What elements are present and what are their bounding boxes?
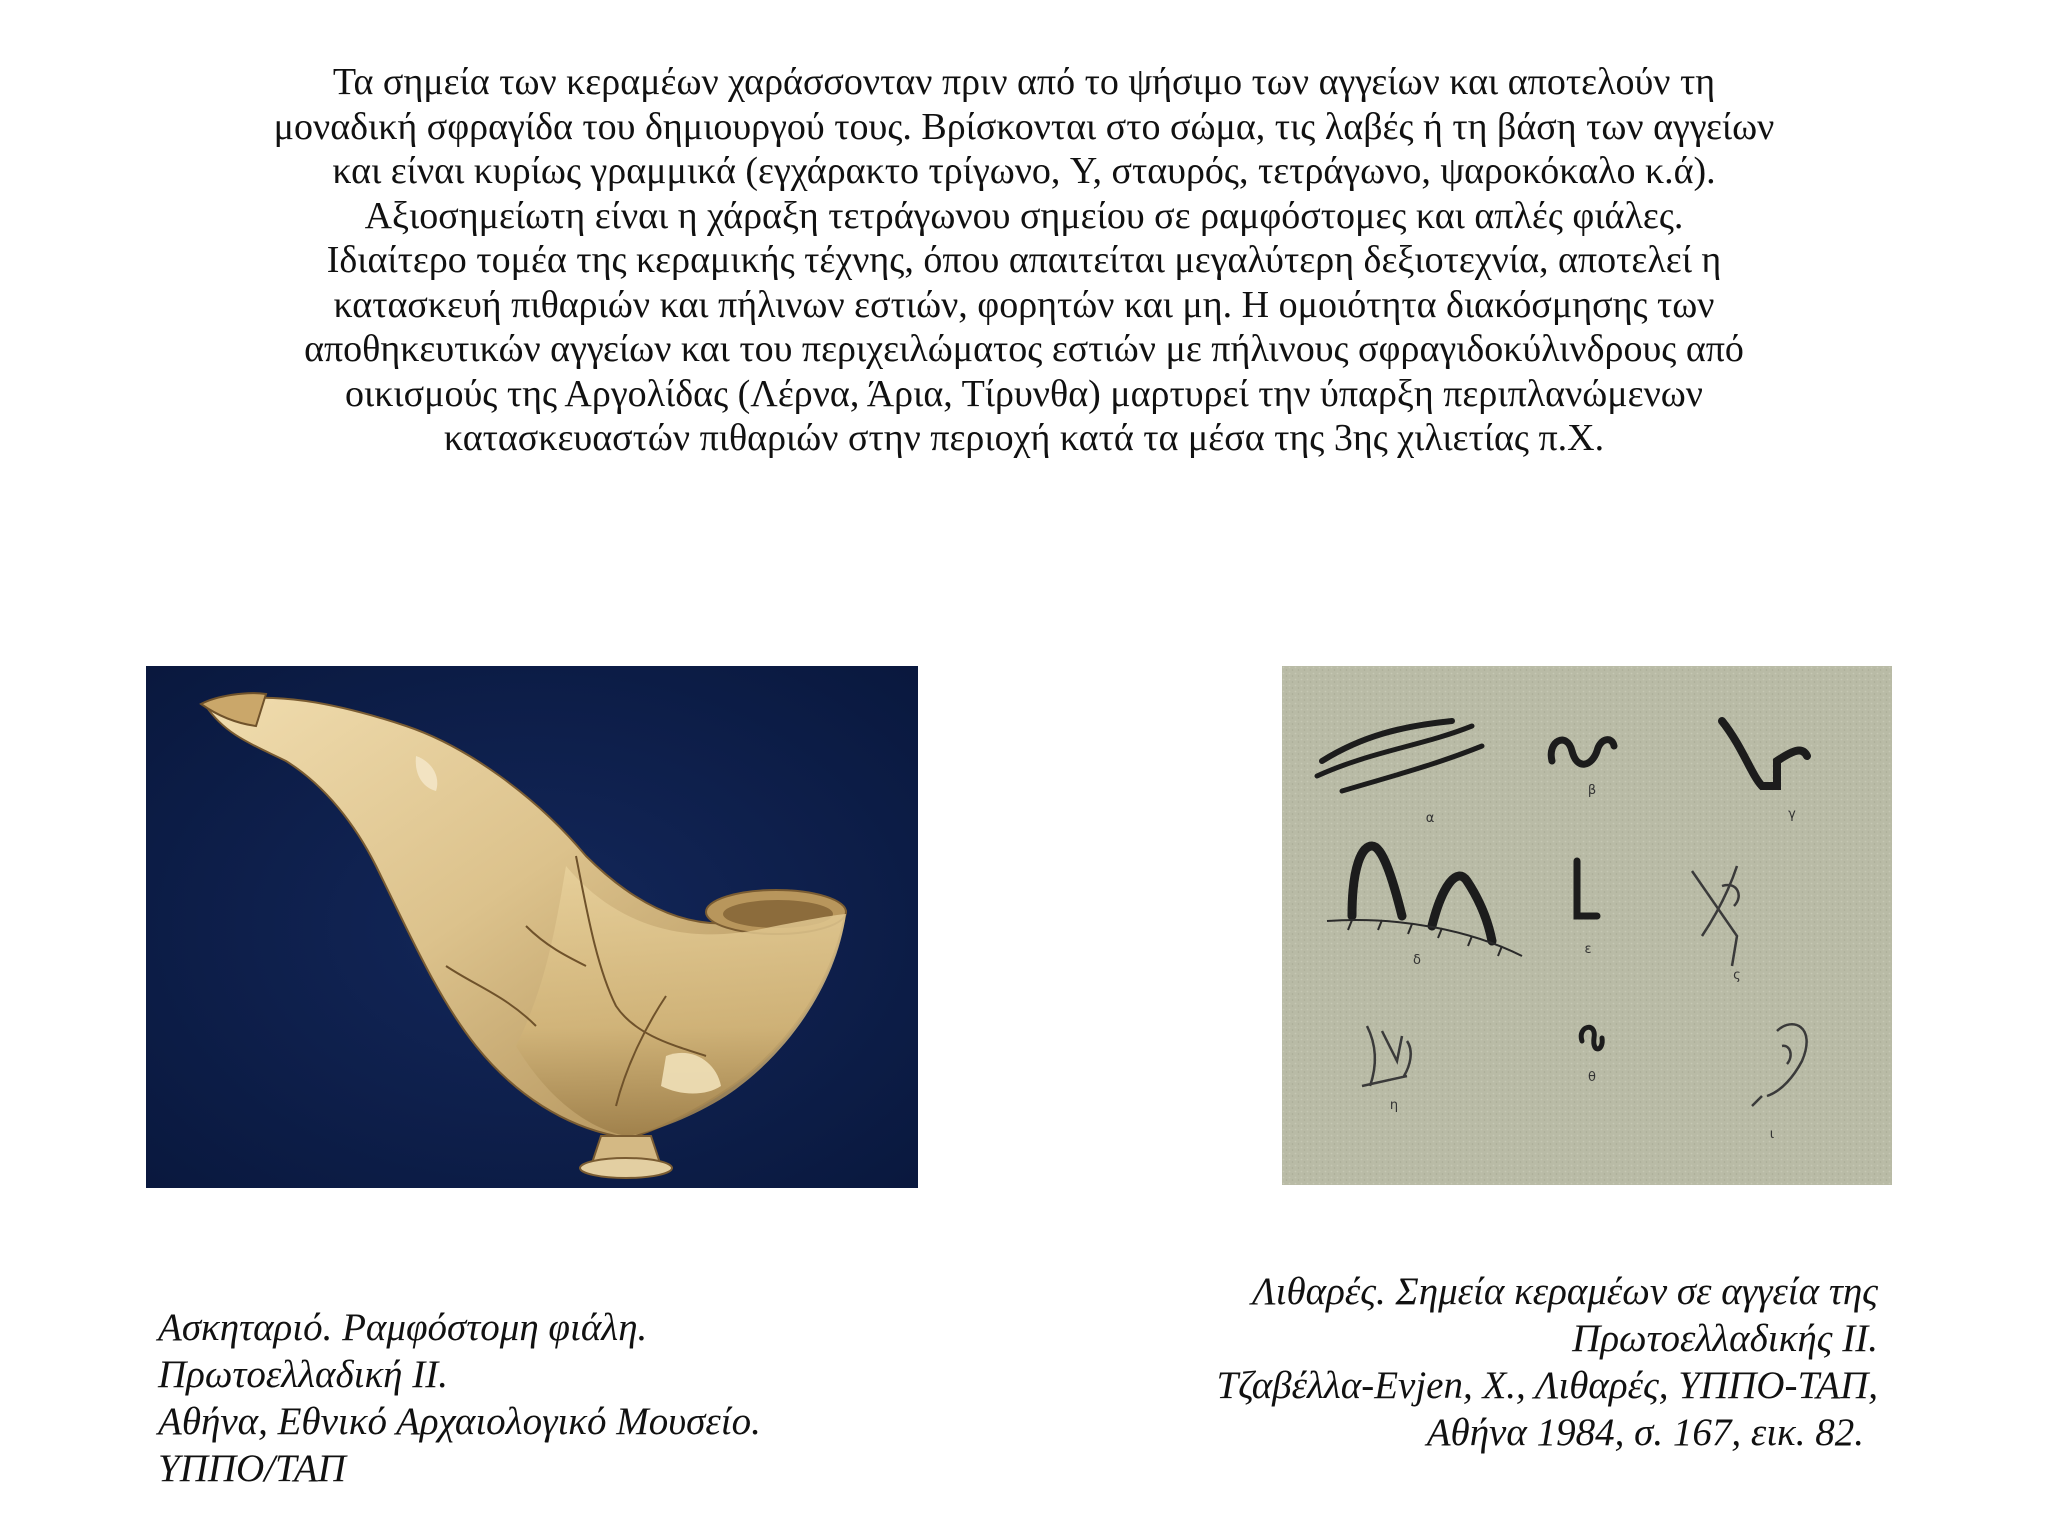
sign-label-epsilon: ε (1584, 942, 1592, 957)
caption-line: Λιθαρές. Σημεία κεραμέων σε αγγεία της (1252, 1270, 1878, 1313)
caption-line: Τζαβέλλα-Evjen, Χ., Λιθαρές, ΥΠΠΟ-ΤΑΠ, (1216, 1364, 1878, 1407)
sign-label-beta: β (1587, 783, 1597, 798)
sign-label-delta: δ (1413, 953, 1421, 968)
sign-label-theta: θ (1588, 1070, 1596, 1085)
vessel-caption (158, 1304, 761, 1492)
caption-line: ΥΠΠΟ/ΤΑΠ (158, 1447, 346, 1490)
sign-label-eta: η (1389, 1098, 1399, 1113)
signs-caption (1216, 1268, 1878, 1456)
sign-label-alpha: α (1425, 811, 1435, 826)
paragraph-line: αποθηκευτικών αγγείων και του περιχειλώματος εστιών με πήλινους σφραγιδοκύλινδρους από (304, 328, 1744, 370)
caption-line: Ασκηταριό. Ραμφόστομη φιάλη. (158, 1306, 648, 1349)
caption-line: Αθήνα, Εθνικό Αρχαιολογικό Μουσείο. (158, 1400, 761, 1443)
spouted-bowl-photo (146, 666, 918, 1188)
paragraph-line: κατασκευαστών πιθαριών στην περιοχή κατά τα μέσα της 3ης χιλιετίας π.Χ. (443, 417, 1605, 459)
sign-label-stigma: ς (1733, 968, 1741, 983)
caption-line: Αθήνα 1984, σ. 167, εικ. 82. (1426, 1411, 1864, 1454)
paragraph-line: Τα σημεία των κεραμέων χαράσσονταν πριν από το ψήσιμο των αγγείων και αποτελούν τη (332, 61, 1716, 103)
sign-label-gamma: γ (1788, 807, 1796, 822)
paragraph-line: Αξιοσημείωτη είναι η χάραξη τετράγωνου σημείου σε ραμφόστομες και απλές φιάλες. (364, 194, 1684, 237)
paragraph-line: μοναδική σφραγίδα του δημιουργού τους. Βρίσκονται στο σώμα, τις λαβές ή τη βάση των αγγείων (273, 105, 1775, 148)
spouted-bowl-illustration (146, 666, 918, 1188)
caption-line: Πρωτοελλαδικής ΙΙ. (1572, 1317, 1878, 1360)
paragraph-line: Ιδιαίτερο τομέα της κεραμικής τέχνης, όπου απαιτείται μεγαλύτερη δεξιοτεχνία, αποτελεί η (326, 239, 1722, 281)
caption-line: Πρωτοελλαδική ΙΙ. (158, 1353, 449, 1396)
intro-paragraph (80, 60, 1968, 461)
potters-marks-photo (1282, 666, 1892, 1185)
paragraph-line: κατασκευή πιθαριών και πήλινων εστιών, φορητών και μη. Η ομοιότητα διακόσμησης των (333, 283, 1715, 326)
potters-marks-illustration (1282, 666, 1892, 1185)
paragraph-line: και είναι κυρίως γραμμικά (εγχάρακτο τρίγωνο, Y, σταυρός, τετράγωνο, ψαροκόκαλο κ.ά). (332, 150, 1716, 192)
paragraph-line: οικισμούς της Αργολίδας (Λέρνα, Άρια, Τίρυνθα) μαρτυρεί την ύπαρξη περιπλανώμενων (345, 372, 1703, 415)
sign-label-iota: ι (1769, 1127, 1775, 1142)
